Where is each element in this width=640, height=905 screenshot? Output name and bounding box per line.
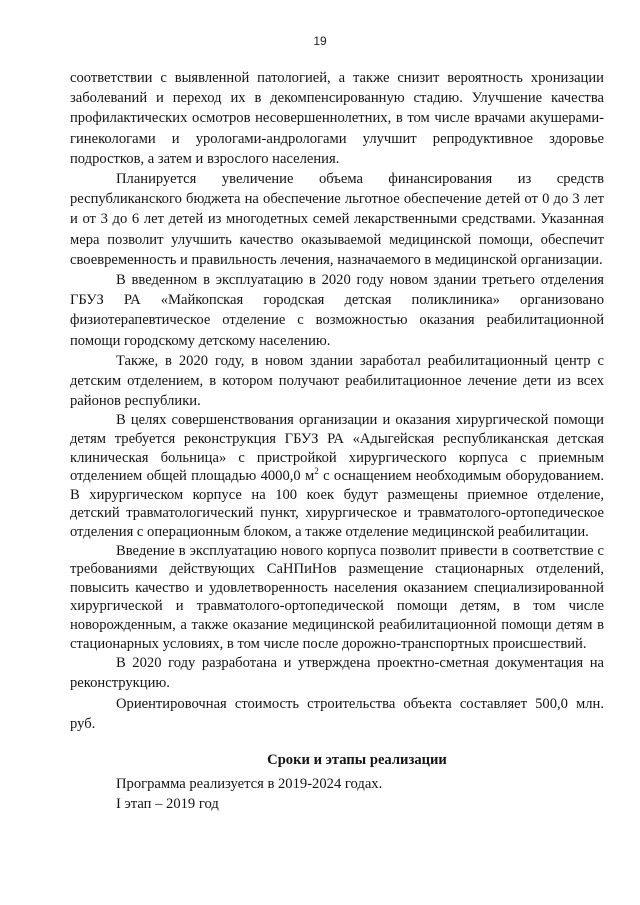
paragraph-7: В 2020 году разработана и утверждена проектно-сметная документация на реконструкцию.	[70, 655, 604, 692]
superscript-2: 2	[314, 466, 319, 477]
paragraph-8: Ориентировочная стоимость строительства объекта составляет 500,0 млн. руб.	[70, 695, 604, 732]
paragraph-5-text: В целях совершенствования организации и оказания хирургической помощи детям требуется реконструкция ГБУЗ РА «Адыгейская республиканская детская клиническая больница» с пристройкой хирургического корпуса с приемным отделением общей площадью 4000,0 м	[70, 412, 604, 485]
paragraph-2: Планируется увеличение объема финансирования из средств республиканского бюджета на обеспечение льготное обеспечение детей от 0 до 3 лет и от 3 до 6 лет детей из многодетных семей лекарственными средствами. Указанная мера позволит улучшить качество оказываемой медицинской помощи, обеспечит своевременность и правильность лечения, назначаемого в медицинской организации.	[70, 171, 604, 268]
paragraph-3: В введенном в эксплуатацию в 2020 году новом здании третьего отделения ГБУЗ РА «Майкопская городская детская поликлиника» организовано физиотерапевтическое отделение с возможностью оказания реабилитационной помощи городскому детскому населению.	[70, 272, 604, 349]
paragraph-1: соответствии с выявленной патологией, а также снизит вероятность хронизации заболеваний и переход их в декомпенсированную стадию. Улучшение качества профилактических осмотров несовершеннолетних, в том числе врачами акушерами-гинекологами и урологами-андрологами улучшит репродуктивное здоровье подростков, а затем и взрослого населения.	[70, 70, 604, 167]
section-line-1: Программа реализуется в 2019-2024 годах.	[116, 776, 383, 793]
paragraph-6: Введение в эксплуатацию нового корпуса позволит привести в соответствие с требованиями действующих СаНПиНов размещение стационарных отделений, повысить качество и удовлетворенность населения оказанием специализированной хирургической и травматолого-ортопедической помощи детям, в том числе новорожденным, а также оказание медицинской реабилитационной помощи детям в стационарных условиях, в том числе после дорожно-транспортных происшествий.	[70, 542, 604, 652]
section-title: Сроки и этапы реализации	[267, 751, 447, 768]
page-number: 19	[313, 34, 327, 48]
body-text	[70, 68, 604, 815]
paragraph-4: Также, в 2020 году, в новом здании заработал реабилитационный центр с детским отделением, в котором получают реабилитационное лечение дети из всех районов республики.	[70, 352, 604, 410]
paragraph-5-text-continued: с оснащением необходимым оборудованием. В хирургическом корпусе на 100 коек будут размещены приемное отделение, детский травматологический пункт, хирургическое и травматолого-ортопедическое отделения с операционным блоком, а также отделение медицинской реабилитации.	[70, 468, 604, 541]
paragraph-5	[70, 411, 604, 541]
section-line-2: I этап – 2019 год	[116, 796, 219, 813]
